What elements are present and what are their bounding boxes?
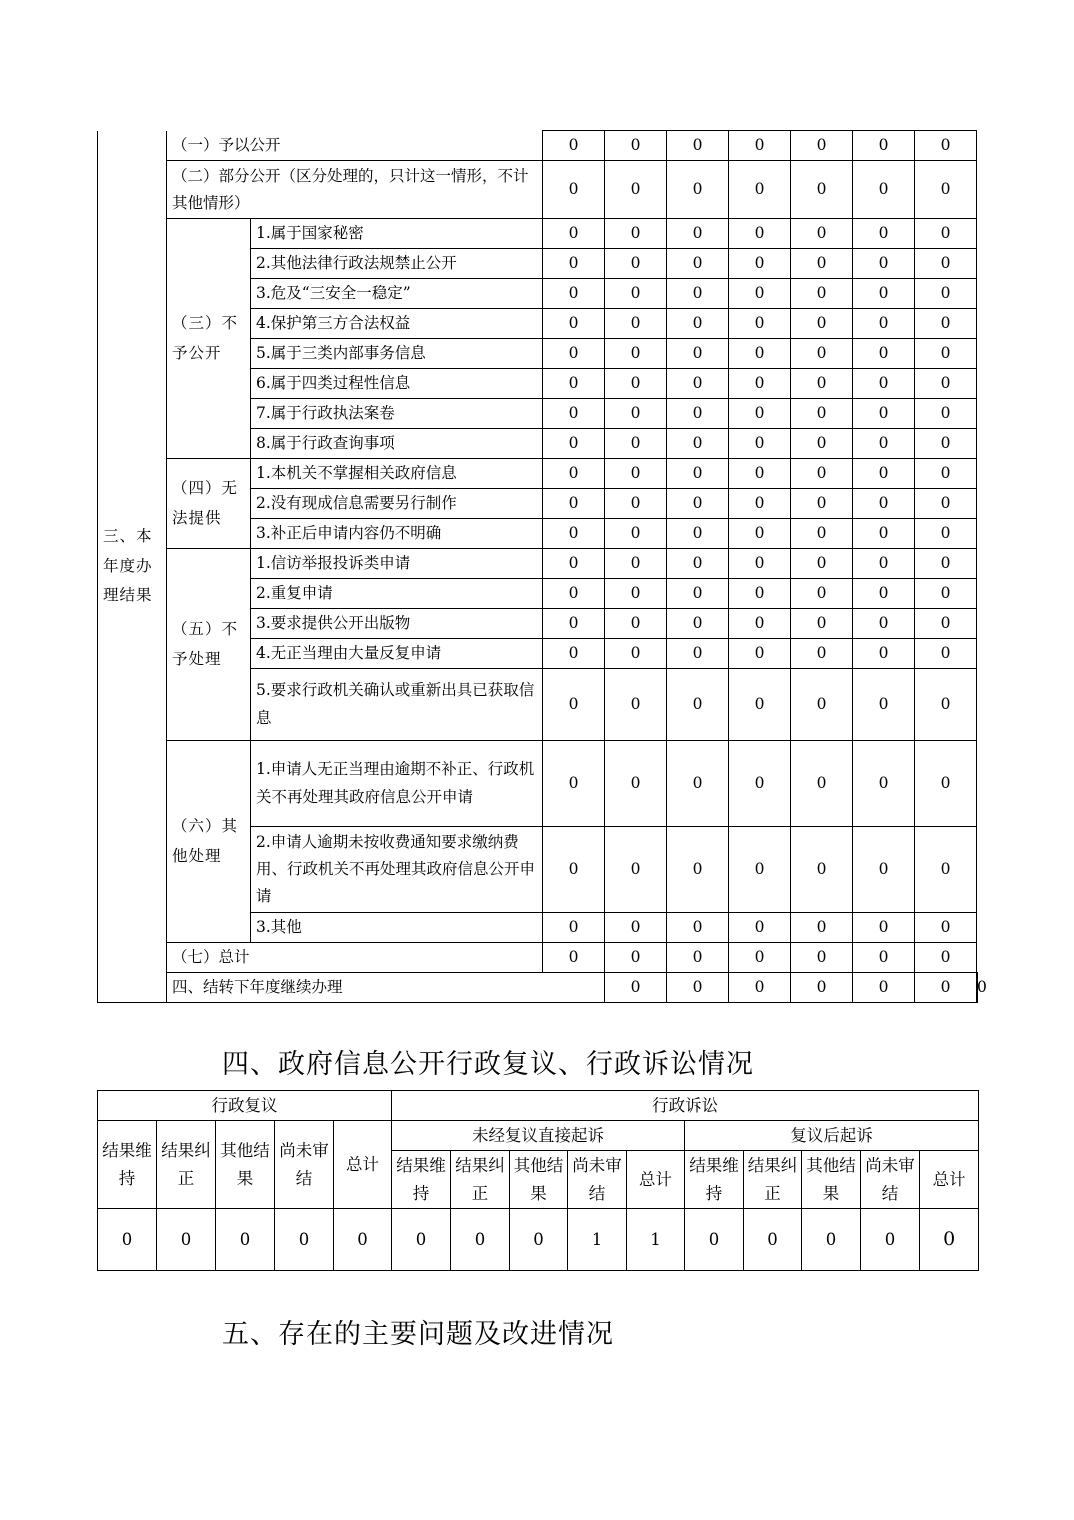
value-cell: 0 [667,219,729,249]
value-cell: 0 [392,1209,451,1271]
value-cell: 0 [543,827,605,913]
item-label: 5.属于三类内部事务信息 [251,339,543,369]
value-cell: 0 [543,131,605,161]
value-cell: 0 [543,519,605,549]
value-cell: 0 [667,161,729,219]
value-cell: 0 [605,429,667,459]
value-cell: 0 [729,609,791,639]
value-cell: 0 [605,459,667,489]
value-cell: 0 [605,913,667,943]
value-cell: 0 [334,1209,392,1271]
value-cell: 0 [791,913,853,943]
value-cell: 0 [791,827,853,913]
value-cell: 0 [791,429,853,459]
value-cell: 0 [729,131,791,161]
value-cell: 1 [627,1209,685,1271]
value-cell: 0 [915,249,977,279]
value-cell: 0 [729,279,791,309]
value-cell: 0 [729,741,791,827]
value-cell: 0 [853,279,915,309]
value-cell: 0 [791,609,853,639]
value-cell: 0 [685,1209,744,1271]
value-cell: 0 [977,977,987,996]
value-cell: 0 [605,669,667,741]
value-cell: 0 [853,369,915,399]
value-cell: 0 [915,827,977,913]
item-label: 7.属于行政执法案卷 [251,399,543,429]
value-cell: 0 [853,549,915,579]
header-after: 复议后起诉 [685,1121,979,1151]
value-cell: 0 [667,913,729,943]
col-other: 其他结果 [216,1121,275,1209]
value-cell: 0 [729,943,791,973]
value-cell: 0 [667,609,729,639]
value-cell: 0 [729,399,791,429]
value-cell: 0 [729,519,791,549]
value-cell: 0 [543,943,605,973]
value-cell: 0 [915,973,977,1003]
row-public: （一）予以公开 [167,131,543,161]
col-pending: 尚未审结 [861,1151,920,1209]
col-total: 总计 [920,1151,979,1209]
value-cell: 0 [791,219,853,249]
value-cell: 0 [605,609,667,639]
value-cell: 0 [853,519,915,549]
item-label: 3.要求提供公开出版物 [251,609,543,639]
value-cell: 0 [543,309,605,339]
value-cell: 0 [605,309,667,339]
value-cell: 0 [543,609,605,639]
value-cell: 0 [729,459,791,489]
value-cell: 0 [543,741,605,827]
value-cell: 0 [853,131,915,161]
value-cell: 0 [791,131,853,161]
item-label: 4.保护第三方合法权益 [251,309,543,339]
value-cell: 0 [729,549,791,579]
item-label: 5.要求行政机关确认或重新出具已获取信息 [251,669,543,741]
value-cell: 0 [98,1209,157,1271]
item-label: 2.申请人逾期未按收费通知要求缴纳费用、行政机关不再处理其政府信息公开申请 [251,827,543,913]
col-correct: 结果纠正 [157,1121,216,1209]
value-cell: 0 [605,219,667,249]
value-cell: 0 [605,161,667,219]
category-other: （六）其他处理 [167,741,251,943]
value-cell: 0 [605,369,667,399]
header-review: 行政复议 [98,1091,392,1121]
value-cell: 0 [605,279,667,309]
value-cell: 0 [729,219,791,249]
value-cell: 0 [543,489,605,519]
value-cell: 0 [791,369,853,399]
item-label: 6.属于四类过程性信息 [251,369,543,399]
item-label: 4.无正当理由大量反复申请 [251,639,543,669]
row-partial: （二）部分公开（区分处理的，只计这一情形，不计其他情形） [167,161,543,219]
value-cell: 0 [791,973,853,1003]
col-maintain: 结果维持 [98,1121,157,1209]
value-cell: 0 [791,339,853,369]
col-total: 总计 [627,1151,685,1209]
value-cell: 0 [853,249,915,279]
value-cell: 0 [543,913,605,943]
value-cell: 0 [853,339,915,369]
value-cell: 0 [667,579,729,609]
group-label: 三、本年度办理结果 [98,131,167,1003]
value-cell: 0 [543,249,605,279]
value-cell: 0 [667,369,729,399]
value-cell: 0 [543,669,605,741]
value-cell: 0 [853,399,915,429]
value-cell: 0 [853,579,915,609]
value-cell: 0 [729,669,791,741]
value-cell: 0 [915,741,977,827]
value-cell: 0 [543,639,605,669]
results-table [97,130,987,1003]
value-cell: 0 [791,249,853,279]
value-cell: 0 [729,639,791,669]
value-cell: 0 [915,459,977,489]
value-cell: 0 [744,1209,802,1271]
col-pending: 尚未审结 [275,1121,334,1209]
value-cell: 0 [543,339,605,369]
value-cell: 0 [915,519,977,549]
value-cell: 0 [853,609,915,639]
value-cell: 0 [791,279,853,309]
value-cell: 0 [791,669,853,741]
value-cell: 0 [543,369,605,399]
value-cell: 0 [729,579,791,609]
value-cell: 0 [915,489,977,519]
value-cell: 0 [853,309,915,339]
value-cell: 0 [791,489,853,519]
value-cell: 0 [729,913,791,943]
value-cell: 0 [915,913,977,943]
value-cell: 0 [605,399,667,429]
value-cell: 0 [543,579,605,609]
value-cell: 0 [605,131,667,161]
value-cell: 0 [275,1209,334,1271]
value-cell: 0 [915,219,977,249]
value-cell: 0 [605,249,667,279]
value-cell: 0 [791,639,853,669]
value-cell: 0 [667,489,729,519]
value-cell: 0 [729,339,791,369]
value-cell: 0 [667,429,729,459]
value-cell: 0 [853,161,915,219]
col-maintain: 结果维持 [392,1151,451,1209]
value-cell: 0 [915,339,977,369]
value-cell: 0 [605,489,667,519]
row-total: （七）总计 [167,943,543,973]
value-cell: 0 [729,827,791,913]
col-total: 总计 [334,1121,392,1209]
category-cannot-provide: （四）无法提供 [167,459,251,549]
value-cell: 0 [853,973,915,1003]
value-cell: 0 [915,279,977,309]
category-not-handle: （五）不予处理 [167,549,251,741]
value-cell: 0 [802,1209,861,1271]
value-cell: 0 [667,943,729,973]
row-carry-over: 四、结转下年度继续办理 [167,973,605,1003]
value-cell: 0 [510,1209,568,1271]
item-label: 8.属于行政查询事项 [251,429,543,459]
value-cell: 0 [216,1209,275,1271]
col-pending: 尚未审结 [568,1151,627,1209]
value-cell: 0 [667,549,729,579]
category-not-public: （三）不予公开 [167,219,251,459]
value-cell: 0 [605,827,667,913]
value-cell: 0 [791,943,853,973]
value-cell: 0 [667,249,729,279]
item-label: 2.没有现成信息需要另行制作 [251,489,543,519]
value-cell: 0 [853,459,915,489]
item-label: 1.属于国家秘密 [251,219,543,249]
value-cell: 0 [667,669,729,741]
value-cell: 0 [667,459,729,489]
value-cell: 0 [729,309,791,339]
value-cell: 0 [605,741,667,827]
item-label: 1.本机关不掌握相关政府信息 [251,459,543,489]
value-cell: 0 [853,827,915,913]
value-cell: 0 [915,399,977,429]
value-cell: 0 [853,913,915,943]
item-label: 3.其他 [251,913,543,943]
col-other: 其他结果 [802,1151,861,1209]
col-maintain: 结果维持 [685,1151,744,1209]
value-cell: 0 [729,429,791,459]
item-label: 1.信访举报投诉类申请 [251,549,543,579]
value-cell: 0 [605,579,667,609]
header-direct: 未经复议直接起诉 [392,1121,685,1151]
value-cell: 0 [605,639,667,669]
review-litigation-table [97,1090,979,1271]
value-cell: 0 [667,827,729,913]
value-cell: 0 [853,741,915,827]
value-cell: 0 [915,639,977,669]
value-cell: 0 [667,131,729,161]
value-cell: 0 [543,219,605,249]
value-cell: 0 [667,339,729,369]
value-cell: 0 [729,161,791,219]
value-cell: 0 [853,219,915,249]
value-cell: 0 [451,1209,510,1271]
value-cell: 0 [791,519,853,549]
value-cell: 0 [543,549,605,579]
value-cell: 0 [853,943,915,973]
value-cell: 0 [157,1209,216,1271]
value-cell: 0 [915,609,977,639]
value-cell: 0 [667,741,729,827]
value-cell: 0 [543,399,605,429]
col-other: 其他结果 [510,1151,568,1209]
item-label: 2.其他法律行政法规禁止公开 [251,249,543,279]
value-cell: 0 [543,429,605,459]
value-cell: 0 [543,459,605,489]
value-cell: 0 [861,1209,920,1271]
value-cell: 0 [667,519,729,549]
value-cell: 0 [667,639,729,669]
value-cell: 0 [667,279,729,309]
section-heading-5: 五、存在的主要问题及改进情况 [222,1319,614,1350]
value-cell: 0 [915,943,977,973]
value-cell: 0 [605,943,667,973]
item-label: 1.申请人无正当理由逾期不补正、行政机关不再处理其政府信息公开申请 [251,741,543,827]
value-cell: 0 [853,639,915,669]
value-cell: 0 [791,549,853,579]
value-cell: 0 [543,279,605,309]
value-cell: 0 [791,161,853,219]
value-cell: 0 [915,429,977,459]
value-cell: 0 [667,399,729,429]
value-cell: 0 [605,339,667,369]
item-label: 3.危及“三安全一稳定” [251,279,543,309]
value-cell: 1 [568,1209,627,1271]
value-cell: 0 [729,249,791,279]
value-cell: 0 [915,669,977,741]
col-correct: 结果纠正 [451,1151,510,1209]
item-label: 3.补正后申请内容仍不明确 [251,519,543,549]
value-cell: 0 [920,1209,979,1271]
value-cell: 0 [915,579,977,609]
value-cell: 0 [791,309,853,339]
col-correct: 结果纠正 [744,1151,802,1209]
value-cell: 0 [791,579,853,609]
value-cell: 0 [791,399,853,429]
value-cell: 0 [605,549,667,579]
value-cell: 0 [667,973,729,1003]
value-cell: 0 [605,519,667,549]
value-cell: 0 [915,131,977,161]
section-heading-4: 四、政府信息公开行政复议、行政诉讼情况 [222,1049,754,1080]
value-cell: 0 [915,161,977,219]
value-cell: 0 [915,369,977,399]
value-cell: 0 [915,309,977,339]
value-cell: 0 [791,459,853,489]
header-litigation: 行政诉讼 [392,1091,979,1121]
value-cell: 0 [729,369,791,399]
value-cell: 0 [605,973,667,1003]
value-cell: 0 [667,309,729,339]
value-cell: 0 [853,669,915,741]
value-cell: 0 [853,429,915,459]
value-cell: 0 [853,489,915,519]
value-cell: 0 [915,549,977,579]
value-cell: 0 [729,489,791,519]
value-cell: 0 [729,973,791,1003]
value-cell: 0 [543,161,605,219]
item-label: 2.重复申请 [251,579,543,609]
value-cell: 0 [791,741,853,827]
